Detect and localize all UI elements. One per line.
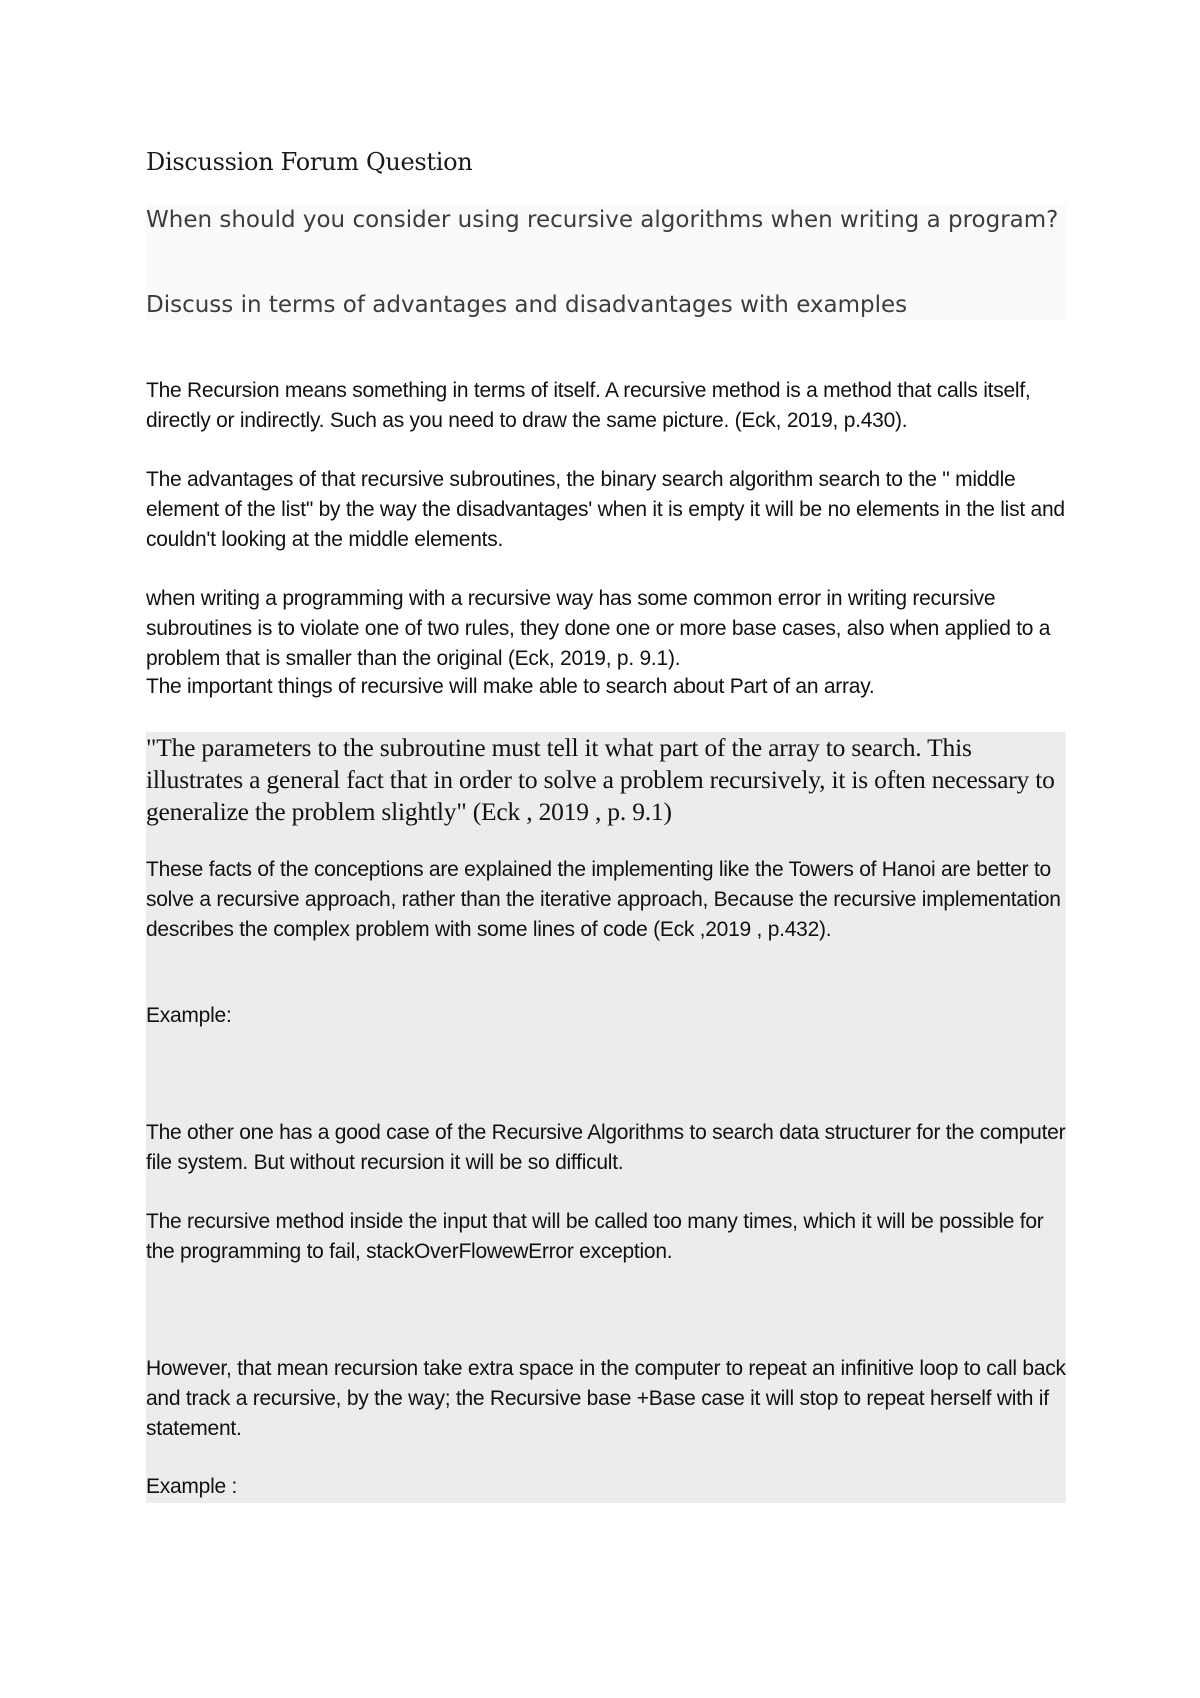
example-label-2: Example : — [146, 1475, 238, 1498]
paragraph-towers-of-hanoi: These facts of the conceptions are explained the implementing like the Towers of Hanoi are better to solve a recursive approach, rather than the iterative approach, Because the recursive implementation describes the complex problem with some lines of code (Eck ,2019 , p.432). — [146, 858, 1061, 941]
quote-paragraph: "The parameters to the subroutine must tell it what part of the array to search. This illustrates a general fact that in order to solve a problem recursively, it is often necessary to generalize the problem slightly" (Eck , 2019 , p. 9.1) — [146, 733, 1055, 826]
paragraph-important-things: The important things of recursive will make able to search about Part of an array. — [146, 675, 875, 698]
paragraph-file-system: The other one has a good case of the Recursive Algorithms to search data structurer for the computer file system. But without recursion it will be so difficult. — [146, 1121, 1066, 1174]
example-label-1: Example: — [146, 1004, 232, 1027]
paragraph-extra-space: However, that mean recursion take extra space in the computer to repeat an infinitive loop to call back and track a recursive, by the way; the Recursive base +Base case it will stop to repeat herself with if statement. — [146, 1357, 1066, 1440]
question-line-1: When should you consider using recursive algorithms when writing a program? — [146, 207, 1059, 233]
paragraph-recursion-definition: The Recursion means something in terms of itself. A recursive method is a method that calls itself, directly or indirectly. Such as you need to draw the same picture. (Eck, 2019, p.430). — [146, 379, 1031, 432]
document-title: Discussion Forum Question — [146, 148, 473, 176]
paragraph-stack-overflow: The recursive method inside the input that will be called too many times, which it will be possible for the programming to fail, stackOverFlowewError exception. — [146, 1210, 1044, 1263]
question-line-2: Discuss in terms of advantages and disadvantages with examples — [146, 292, 908, 318]
paragraph-common-error: when writing a programming with a recursive way has some common error in writing recursive subroutines is to violate one of two rules, they done one or more base cases, also when applied to a problem that is smaller than the original (Eck, 2019, p. 9.1). — [146, 587, 1051, 670]
paragraph-advantages: The advantages of that recursive subroutines, the binary search algorithm search to the " middle element of the list" by the way the disadvantages' when it is empty it will be no elements in the list and couldn't looking at the middle elements. — [146, 468, 1065, 551]
